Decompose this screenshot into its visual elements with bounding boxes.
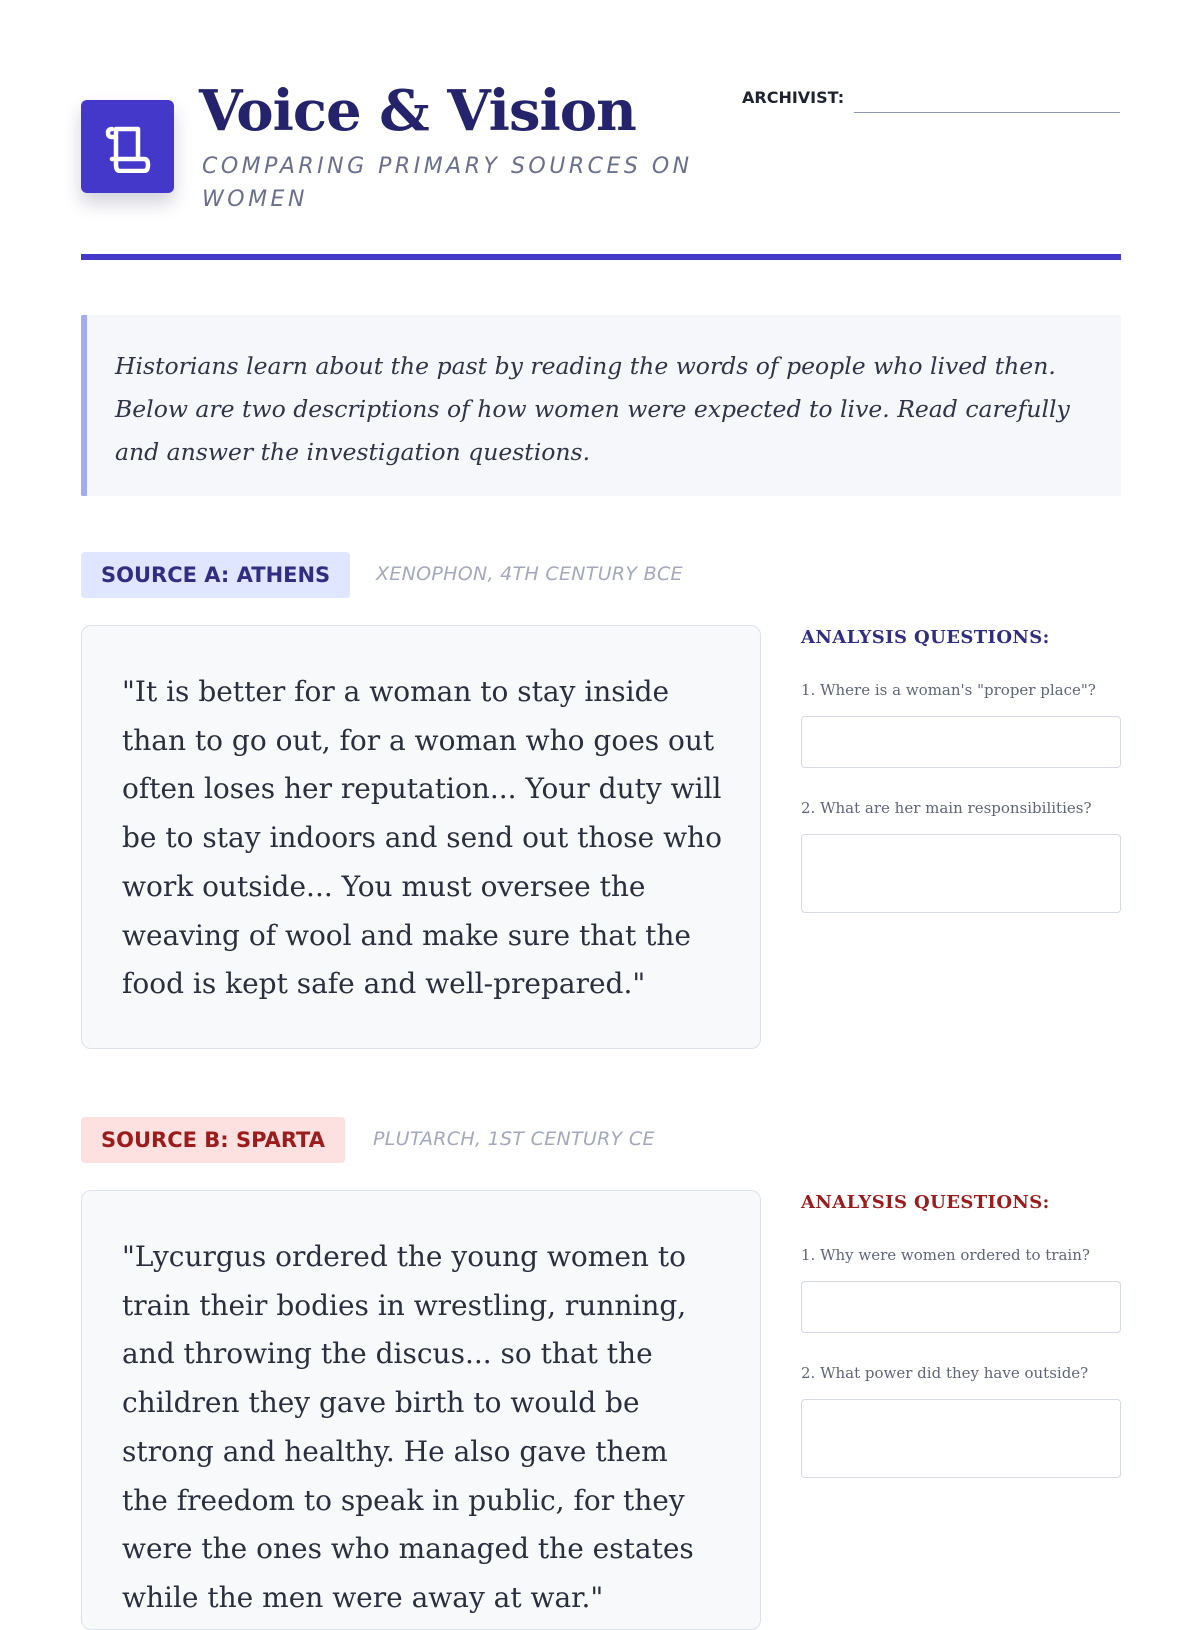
source-b-question-2: 2. What power did they have outside? (801, 1364, 1089, 1382)
source-a-question-1: 1. Where is a woman's "proper place"? (801, 681, 1096, 699)
archivist-name-field[interactable] (854, 84, 1120, 113)
page-title: Voice & Vision (199, 78, 636, 144)
source-a-answer-2-field[interactable] (801, 834, 1121, 913)
source-b-questions-heading: ANALYSIS QUESTIONS: (801, 1192, 1050, 1213)
source-a-questions-heading: ANALYSIS QUESTIONS: (801, 627, 1050, 648)
scroll-icon (102, 121, 154, 173)
archivist-label: ARCHIVIST: (742, 88, 845, 107)
header-divider (81, 254, 1121, 260)
intro-callout: Historians learn about the past by reading the words of people who lived then. Below are two descriptions of how women were expected to live. Read carefully and answer the investigation questions. (81, 315, 1121, 496)
source-a-badge: SOURCE A: ATHENS (81, 552, 350, 598)
source-b-answer-1-field[interactable] (801, 1281, 1121, 1333)
source-b-answer-2-field[interactable] (801, 1399, 1121, 1478)
source-a-attribution: XENOPHON, 4TH CENTURY BCE (376, 563, 683, 585)
page-subtitle: COMPARING PRIMARY SOURCES ON WOMEN (202, 154, 693, 212)
source-a-quote: "It is better for a woman to stay inside than to go out, for a woman who goes out often loses her reputation... Your duty will be to stay indoors and send out those who work outside... You must oversee the weaving of wool and make sure that the food is kept safe and well-prepared." (81, 625, 761, 1049)
source-b-attribution: PLUTARCH, 1ST CENTURY CE (373, 1128, 655, 1150)
logo-badge (81, 100, 174, 193)
source-b-question-1: 1. Why were women ordered to train? (801, 1246, 1090, 1264)
source-a-question-2: 2. What are her main responsibilities? (801, 799, 1092, 817)
source-b-quote: "Lycurgus ordered the young women to train their bodies in wrestling, running, and throwing the discus... so that the children they gave birth to would be strong and healthy. He also gave them the freedom to speak in public, for they were the ones who managed the estates while the men were away at war." (81, 1190, 761, 1630)
source-a-answer-1-field[interactable] (801, 716, 1121, 768)
source-b-badge: SOURCE B: SPARTA (81, 1117, 345, 1163)
